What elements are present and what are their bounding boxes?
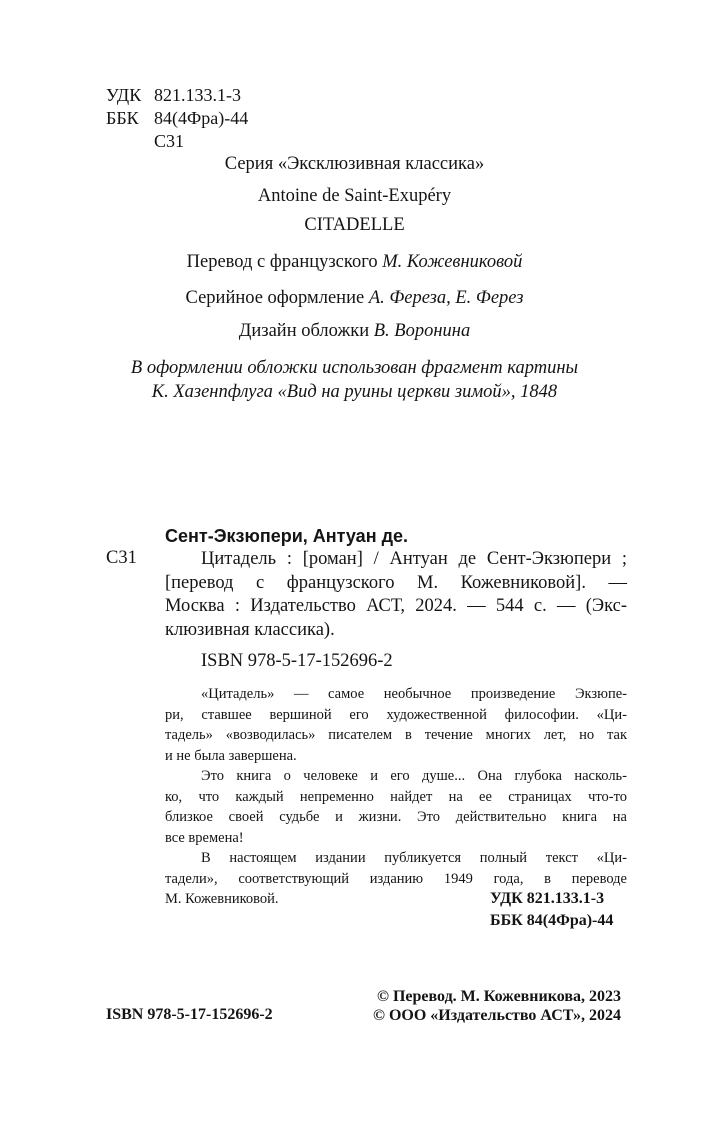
footer-bbk: ББК 84(4Фра)-44 <box>490 912 614 929</box>
catalog-entry-line: Москва : Издательство АСТ, 2024. — 544 с. — (Экс- <box>165 596 627 616</box>
catalog-isbn: ISBN 978-5-17-152696-2 <box>201 651 393 671</box>
author-mark: С31 <box>154 131 185 151</box>
translator-name: М. Кожевниковой <box>382 252 523 272</box>
translation-credit <box>0 252 709 273</box>
cover-designer-name: В. Воронина <box>373 321 471 341</box>
catalog-entry <box>165 548 627 642</box>
annotation-line: тадель» «возводилась» писателем в течение многих лет, но так <box>165 727 627 743</box>
catalog-entry-line: Цитадель : [роман] / Антуан де Сент-Экзюпери ; <box>201 549 627 569</box>
copyright-translation: © Перевод. М. Кожевникова, 2023 <box>377 988 621 1005</box>
catalog-author-mark: С31 <box>106 548 137 568</box>
annotation-line: все времена! <box>165 829 244 846</box>
series-design-prefix: Серийное оформление <box>185 288 365 308</box>
original-author: Antoine de Saint-Exupéry <box>257 186 452 206</box>
footer-udk: УДК 821.133.1-3 <box>490 890 605 907</box>
footer-isbn: ISBN 978-5-17-152696-2 <box>106 1006 273 1023</box>
cover-note-line-2: К. Хазенпфлуга «Вид на руины церкви зимой», 1848 <box>151 382 558 402</box>
translation-prefix: Перевод с французского <box>186 252 378 272</box>
annotation-line: М. Кожевниковой. <box>165 891 279 907</box>
catalog-entry-line: клюзивная классика). <box>165 619 335 640</box>
series-title: Серия «Эксклюзивная классика» <box>224 154 485 174</box>
catalog-entry-line: [перевод с французского М. Кожевниковой]. — <box>165 572 627 593</box>
copyright-publisher: © ООО «Издательство АСТ», 2024 <box>372 1007 621 1024</box>
cover-design-credit <box>0 321 709 342</box>
catalog-author-heading: Сент-Экзюпери, Антуан де. <box>165 526 408 546</box>
annotation-line: ри, ставшее вершиной его художественной философии. «Ци- <box>165 706 627 723</box>
cover-note-line-1: В оформлении обложки использован фрагмент картины <box>130 358 579 378</box>
series-design-credit <box>0 288 709 309</box>
bbk-value: 84(4Фра)-44 <box>154 108 249 128</box>
annotation-line: «Цитадель» — самое необычное произведение Экзюпе- <box>201 686 627 702</box>
bbk-label: ББК <box>106 108 139 128</box>
annotation-line: и не была завершена. <box>165 747 297 764</box>
annotation-line: ко, что каждый непременно найдет на ее страницах что-то <box>165 788 627 805</box>
cover-design-prefix: Дизайн обложки <box>238 321 370 341</box>
original-title: CITADELLE <box>304 215 405 235</box>
annotation-line: В настоящем издании публикуется полный текст «Ци- <box>201 850 627 866</box>
annotation-line: Это книга о человеке и его душе... Она глубока насколь- <box>201 768 627 784</box>
udk-value: 821.133.1-3 <box>154 85 241 105</box>
annotation <box>165 684 627 910</box>
udk-label: УДК <box>106 85 142 105</box>
annotation-line: близкое своей судьбе и жизни. Это действительно книга на <box>165 809 627 825</box>
series-designer-names: А. Фереза, Е. Ферез <box>368 288 524 308</box>
annotation-line: тадели», соответствующий изданию 1949 года, в переводе <box>165 870 627 887</box>
